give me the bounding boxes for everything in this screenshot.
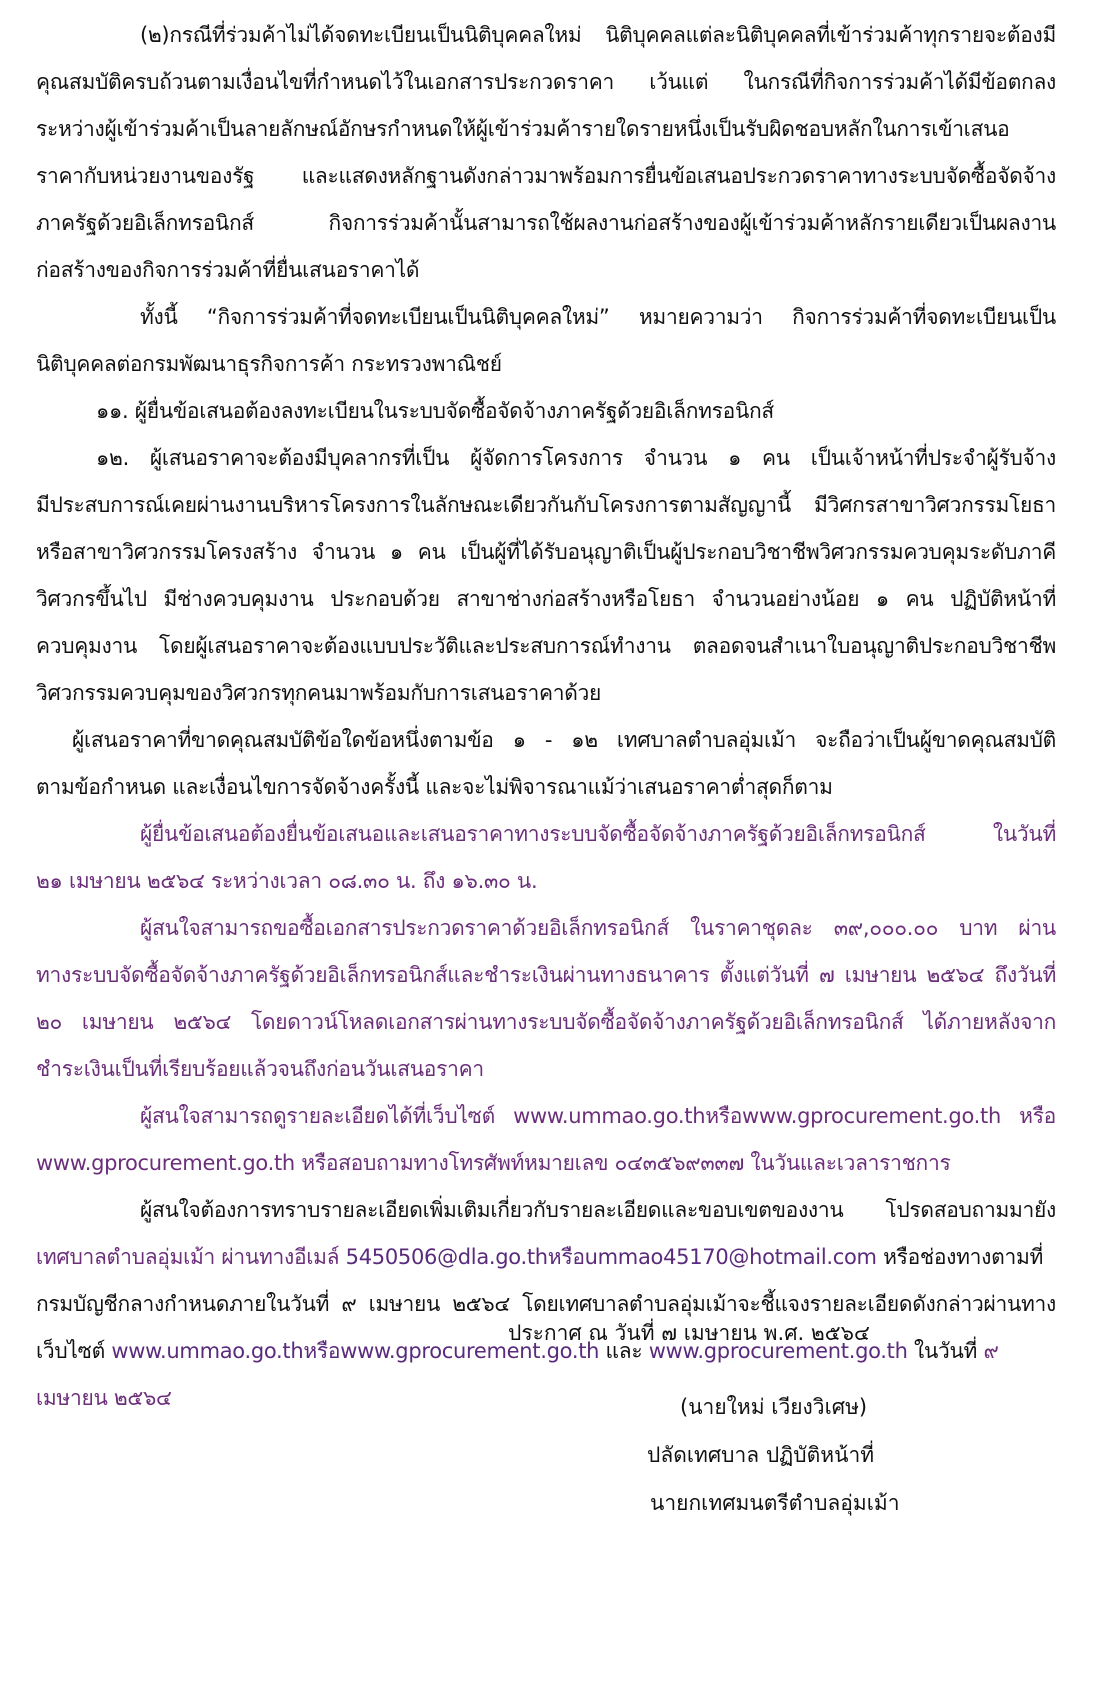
text-line: วิศวกรขึ้นไป มีช่างควบคุมงาน ประกอบด้วย สาขาช่างก่อสร้างหรือโยธา จำนวนอย่างน้อย ๑ คน ปฏิบัติหน้าที่ xyxy=(36,587,1056,611)
signer-title: นายกเทศมนตรีตำบลอุ่มเม้า xyxy=(650,1491,900,1515)
text-fragment: และ xyxy=(599,1339,649,1363)
text-line: นิติบุคคลต่อกรมพัฒนาธุรกิจการค้า กระทรวงพาณิชย์ xyxy=(36,352,502,376)
text-line: มีประสบการณ์เคยผ่านงานบริหารโครงการในลักษณะเดียวกันกับโครงการตามสัญญานี้ มีวิศกรสาขาวิศวกรรมโยธา xyxy=(36,493,1056,517)
email-link[interactable]: 5450506@dla.go.thหรือummao45170@hotmail.com xyxy=(345,1245,877,1269)
paragraph-joint-venture xyxy=(36,12,1056,294)
text-line: (๒)กรณีที่ร่วมค้าไม่ได้จดทะเบียนเป็นนิติบุคคลใหม่ นิติบุคคลแต่ละนิติบุคคลที่เข้าร่วมค้าทุกรายจะต้องมี xyxy=(140,23,1056,47)
text-line: ผู้เสนอราคาที่ขาดคุณสมบัติข้อใดข้อหนึ่งตามข้อ ๑ - ๑๒ เทศบาลตำบลอุ่มเม้า จะถือว่าเป็นผู้ขาดคุณสมบัติ xyxy=(72,728,1056,752)
org-name-text: เทศบาลตำบลอุ่มเม้า ผ่านทางอีเมล์ xyxy=(36,1245,346,1269)
text-line: ควบคุมงาน โดยผู้เสนอราคาจะต้องแบบประวัติและประสบการณ์ทำงาน ตลอดจนสำเนาใบอนุญาติประกอบวิชาชีพ xyxy=(36,634,1056,658)
item-11: ๑๑. ผู้ยื่นข้อเสนอต้องลงทะเบียนในระบบจัดซื้อจัดจ้างภาครัฐด้วยอิเล็กทรอนิกส์ xyxy=(96,399,774,423)
text-fragment: หรือช่องทางตามที่ xyxy=(876,1245,1044,1269)
text-line: ๑๒. ผู้เสนอราคาจะต้องมีบุคลากรที่เป็น ผู้จัดการโครงการ จำนวน ๑ คน เป็นเจ้าหน้าที่ประจำผู้รับจ้าง xyxy=(96,446,1056,470)
text-line: www.gprocurement.go.th หรือสอบถามทางโทรศัพท์หมายเลข ๐๔๓๕๖๙๓๓๗ ในวันและเวลาราชการ xyxy=(36,1151,951,1175)
text-line: ระหว่างผู้เข้าร่วมค้าเป็นลายลักษณ์อักษรกำหนดให้ผู้เข้าร่วมค้ารายใดรายหนึ่งเป็นรับผิดชอบหลักในการเข้าเสนอ xyxy=(36,117,1010,141)
text-line: ผู้ยื่นข้อเสนอต้องยื่นข้อเสนอและเสนอราคาทางระบบจัดซื้อจัดจ้างภาครัฐด้วยอิเล็กทรอนิกส์ ในวันที่ xyxy=(140,822,1056,846)
text-line: ราคากับหน่วยงานของรัฐ และแสดงหลักฐานดังกล่าวมาพร้อมการยื่นข้อเสนอประกวดราคาทางระบบจัดซื้อจัดจ้าง xyxy=(36,164,1056,188)
text-line: คุณสมบัติครบถ้วนตามเงื่อนไขที่กำหนดไว้ในเอกสารประกวดราคา เว้นแต่ ในกรณีที่กิจการร่วมค้าได้มีข้อตกลง xyxy=(36,70,1056,94)
item-12 xyxy=(36,435,1056,717)
signer-name: (นายใหม่ เวียงวิเศษ) xyxy=(680,1395,868,1419)
text-fragment: เว็บไซต์ xyxy=(36,1339,112,1363)
text-line: หรือสาขาวิศวกรรมโครงสร้าง จำนวน ๑ คน เป็นผู้ที่ได้รับอนุญาติเป็นผู้ประกอบวิชาชีพวิศวกรรมควบคุมระดับภาคี xyxy=(36,540,1056,564)
text-line xyxy=(36,1234,1056,1281)
text-line: ก่อสร้างของกิจการร่วมค้าที่ยื่นเสนอราคาได้ xyxy=(36,258,420,282)
text-line: ชำระเงินเป็นที่เรียบร้อยแล้วจนถึงก่อนวันเสนอราคา xyxy=(36,1057,484,1081)
signer-position: ปลัดเทศบาล ปฏิบัติหน้าที่ xyxy=(647,1443,875,1467)
date-fragment: ๙ xyxy=(983,1339,999,1363)
paragraph-purchase xyxy=(36,905,1056,1093)
text-line: ผู้สนใจสามารถดูรายละเอียดได้ที่เว็บไซต์ www.ummao.go.thหรือwww.gprocurement.go.th หรือ xyxy=(140,1104,1056,1128)
text-line: ๒๑ เมษายน ๒๕๖๔ ระหว่างเวลา ๐๘.๓๐ น. ถึง ๑๖.๓๐ น. xyxy=(36,869,538,893)
text-line: วิศวกรรมควบคุมของวิศวกรทุกคนมาพร้อมกับการเสนอราคาด้วย xyxy=(36,681,602,705)
text-line: ๒๐ เมษายน ๒๕๖๔ โดยดาวน์โหลดเอกสารผ่านทางระบบจัดซื้อจัดจ้างภาครัฐด้วยอิเล็กทรอนิกส์ ได้ภายหลังจาก xyxy=(36,1010,1056,1034)
paragraph-disqualify xyxy=(36,717,1056,811)
announce-date: ประกาศ ณ วันที่ ๗ เมษายน พ.ศ. ๒๕๖๔ xyxy=(508,1321,870,1345)
text-line: ทั้งนี้ “กิจการร่วมค้าที่จดทะเบียนเป็นนิติบุคคลใหม่” หมายความว่า กิจการร่วมค้าที่จดทะเบียนเป็น xyxy=(140,305,1056,329)
text-line: กรมบัญชีกลางกำหนดภายในวันที่ ๙ เมษายน ๒๕๖๔ โดยเทศบาลตำบลอุ่มเม้าจะชี้แจงรายละเอียดดังกล่าวผ่านทาง xyxy=(36,1292,1056,1316)
text-line: ตามข้อกำหนด และเงื่อนไขการจัดจ้างครั้งนี้ และจะไม่พิจารณาแม้ว่าเสนอราคาต่ำสุดก็ตาม xyxy=(36,775,833,799)
text-line: ผู้สนใจสามารถขอซื้อเอกสารประกวดราคาด้วยอิเล็กทรอนิกส์ ในราคาชุดละ ๓๙,๐๐๐.๐๐ บาท ผ่าน xyxy=(140,916,1056,940)
paragraph-website xyxy=(36,1093,1056,1187)
paragraph-submission xyxy=(36,811,1056,905)
text-fragment: ในวันที่ xyxy=(907,1339,984,1363)
text-line: ภาครัฐด้วยอิเล็กทรอนิกส์ กิจการร่วมค้านั้นสามารถใช้ผลงานก่อสร้างของผู้เข้าร่วมค้าหลักรายเดียวเป็นผลงาน xyxy=(36,211,1056,235)
paragraph-definition xyxy=(36,294,1056,388)
website-link[interactable]: www.gprocurement.go.th xyxy=(648,1339,908,1363)
website-link[interactable]: www.ummao.go.thหรือwww.gprocurement.go.th xyxy=(111,1339,600,1363)
text-line: ทางระบบจัดซื้อจัดจ้างภาครัฐด้วยอิเล็กทรอนิกส์และชำระเงินผ่านทางธนาคาร ตั้งแต่วันที่ ๗ เมษายน ๒๕๖๔ ถึงวันที่ xyxy=(36,963,1056,987)
text-line: ผู้สนใจต้องการทราบรายละเอียดเพิ่มเติมเกี่ยวกับรายละเอียดและขอบเขตของงาน โปรดสอบถามมายัง xyxy=(140,1198,1056,1222)
text-line: เมษายน ๒๕๖๔ xyxy=(36,1386,172,1410)
